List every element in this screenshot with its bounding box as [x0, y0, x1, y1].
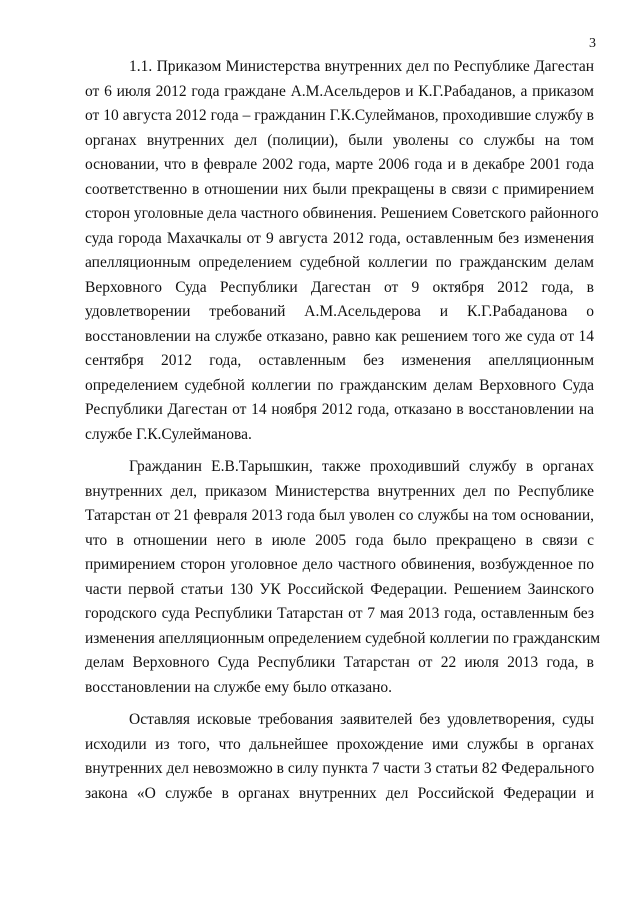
text-line: соответственно в отношении них были прекращены в связи с примирением: [85, 180, 594, 198]
text-line: Гражданин Е.В.Тарышкин, также проходивший службу в органах: [129, 458, 594, 475]
text-line: Оставляя исковые требования заявителей без удовлетворения, суды: [129, 711, 594, 728]
text-line: восстановлении на службе ему было отказано.: [85, 678, 393, 696]
text-line: сторон уголовные дела частного обвинения. Решением Советского районного: [85, 205, 599, 222]
document-body: [85, 55, 601, 806]
text-line: части первой статьи 130 УК Российской Федерации. Решением Заинского: [85, 580, 594, 598]
text-line: внутренних дел, приказом Министерства внутренних дел по Республике: [85, 482, 594, 500]
paragraph: [85, 455, 601, 700]
text-line: апелляционным определением судебной коллегии по гражданским делам: [85, 254, 594, 271]
text-line: 1.1. Приказом Министерства внутренних дел по Республике Дагестан: [129, 58, 594, 75]
text-line: удовлетворении требований А.М.Асельдерова и К.Г.Рабаданова о: [85, 303, 594, 320]
text-line: внутренних дел невозможно в силу пункта 7 части 3 статьи 82 Федерального: [85, 760, 595, 777]
text-line: изменения апелляционным определением судебной коллегии по гражданским: [85, 629, 601, 647]
text-line: что в отношении него в июле 2005 года было прекращено в связи с: [85, 531, 594, 549]
text-line: восстановлении на службе отказано, равно как решением того же суда от 14: [85, 327, 594, 345]
text-line: городского суда Республики Татарстан от 7 мая 2013 года, оставленным без: [85, 605, 594, 622]
page-number: 3: [589, 36, 596, 51]
text-line: Республики Дагестан от 14 ноября 2012 года, отказано в восстановлении на: [85, 401, 594, 418]
text-line: делам Верховного Суда Республики Татарстан от 22 июля 2013 года, в: [85, 654, 594, 671]
text-line: от 6 июля 2012 года граждане А.М.Асельдеров и К.Г.Рабаданов, а приказом: [85, 82, 594, 100]
text-line: Верховного Суда Республики Дагестан от 9 октября 2012 года, в: [85, 278, 594, 296]
text-line: примирением сторон уголовное дело частного обвинения, возбужденное по: [85, 556, 594, 573]
text-line: службе Г.К.Сулейманова.: [85, 425, 252, 443]
paragraph: [85, 708, 594, 806]
text-line: определением судебной коллегии по гражданским делам Верховного Суда: [85, 376, 594, 394]
text-line: закона «О службе в органах внутренних дел Российской Федерации и: [85, 784, 594, 802]
text-line: от 10 августа 2012 года – гражданин Г.К.Сулейманов, проходившие службу в: [85, 107, 594, 124]
text-line: сентября 2012 года, оставленным без изменения апелляционным: [85, 352, 594, 369]
text-line: основании, что в феврале 2002 года, марте 2006 года и в декабре 2001 года: [85, 156, 594, 173]
text-line: органах внутренних дел (полиции), были уволены со службы на том: [85, 131, 594, 149]
paragraph: [85, 55, 599, 447]
text-line: суда города Махачкалы от 9 августа 2012 года, оставленным без изменения: [85, 229, 594, 247]
text-line: исходили из того, что дальнейшее прохождение ими службы в органах: [85, 735, 594, 753]
text-line: Татарстан от 21 февраля 2013 года был уволен со службы на том основании,: [85, 507, 594, 524]
